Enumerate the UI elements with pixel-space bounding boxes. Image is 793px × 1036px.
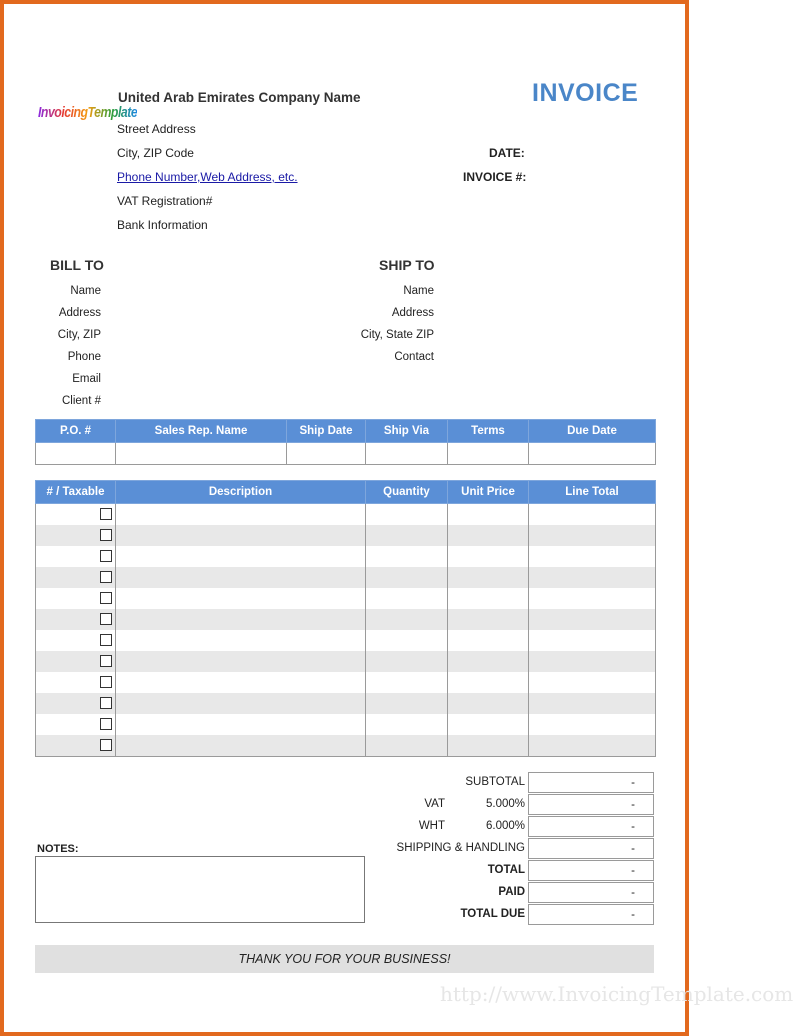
company-street: Street Address [117,122,196,136]
po-number-header: P.O. # [36,420,116,443]
ship-date-cell[interactable] [287,443,366,465]
item-description-cell[interactable] [116,525,366,546]
item-quantity-cell[interactable] [366,525,448,546]
order-info-table [35,419,656,465]
total-value: - [528,860,654,881]
item-quantity-cell[interactable] [366,546,448,567]
item-quantity-cell[interactable] [366,630,448,651]
table-row [36,525,656,546]
total-label: TOTAL [487,864,525,876]
vat-label: VAT [424,798,445,810]
ship-to-city-label: City, State ZIP [360,329,434,341]
shipping-value[interactable]: - [528,838,654,859]
item-description-cell[interactable] [116,672,366,693]
bill-to-address-label: Address [58,307,101,319]
due-date-cell[interactable] [529,443,656,465]
ship-via-header: Ship Via [366,420,448,443]
item-taxable-cell [36,630,116,651]
item-taxable-cell [36,651,116,672]
taxable-checkbox[interactable] [100,697,112,709]
bill-to-client-label: Client # [62,395,101,407]
item-unit-price-cell[interactable] [448,693,529,714]
item-quantity-cell[interactable] [366,693,448,714]
item-taxable-cell [36,588,116,609]
paid-label: PAID [498,886,525,898]
taxable-checkbox[interactable] [100,718,112,730]
item-unit-price-cell[interactable] [448,525,529,546]
item-description-cell[interactable] [116,567,366,588]
ship-date-header: Ship Date [287,420,366,443]
item-description-cell[interactable] [116,504,366,526]
bill-to-email-label: Email [72,373,101,385]
company-city-zip: City, ZIP Code [117,146,194,160]
item-unit-price-cell[interactable] [448,546,529,567]
taxable-checkbox[interactable] [100,508,112,520]
subtotal-label: SUBTOTAL [465,776,525,788]
total-due-value: - [528,904,654,925]
terms-cell[interactable] [448,443,529,465]
company-bank: Bank Information [117,218,208,232]
item-description-cell[interactable] [116,588,366,609]
item-description-cell[interactable] [116,735,366,757]
company-vat-reg: VAT Registration# [117,194,213,208]
item-quantity-cell[interactable] [366,714,448,735]
table-row [36,609,656,630]
quantity-header: Quantity [366,481,448,504]
item-quantity-cell[interactable] [366,504,448,526]
ship-via-cell[interactable] [366,443,448,465]
bill-to-heading: BILL TO [50,257,104,273]
taxable-checkbox[interactable] [100,739,112,751]
item-quantity-cell[interactable] [366,609,448,630]
ship-to-contact-label: Contact [394,351,434,363]
table-row [36,567,656,588]
taxable-checkbox[interactable] [100,550,112,562]
invoice-number-label: INVOICE #: [463,170,527,184]
taxable-checkbox[interactable] [100,634,112,646]
table-row [36,588,656,609]
item-unit-price-cell[interactable] [448,735,529,757]
taxable-checkbox[interactable] [100,613,112,625]
item-taxable-cell [36,693,116,714]
table-row [36,735,656,757]
table-row [36,672,656,693]
due-date-header: Due Date [529,420,656,443]
item-unit-price-cell[interactable] [448,714,529,735]
invoice-title: INVOICE [532,79,639,107]
table-row [36,651,656,672]
company-contact-link[interactable]: Phone Number,Web Address, etc. [117,170,298,184]
ship-to-heading: SHIP TO [379,257,435,273]
table-row [36,693,656,714]
taxable-checkbox[interactable] [100,655,112,667]
items-table [35,480,656,757]
item-taxable-cell [36,672,116,693]
taxable-checkbox[interactable] [100,571,112,583]
item-quantity-cell[interactable] [366,567,448,588]
item-description-cell[interactable] [116,609,366,630]
item-unit-price-cell[interactable] [448,504,529,526]
item-line-total-cell[interactable] [529,651,656,672]
line-total-header: Line Total [529,481,656,504]
item-line-total-cell[interactable] [529,588,656,609]
total-due-label: TOTAL DUE [460,908,525,920]
item-number-taxable-header: # / Taxable [36,481,116,504]
subtotal-value: - [528,772,654,793]
company-name: United Arab Emirates Company Name [118,90,361,105]
ship-to-address-label: Address [391,307,434,319]
item-unit-price-cell[interactable] [448,651,529,672]
taxable-checkbox[interactable] [100,529,112,541]
item-taxable-cell [36,546,116,567]
item-line-total-cell[interactable] [529,504,656,526]
item-quantity-cell[interactable] [366,651,448,672]
watermark: http://www.InvoicingTemplate.com [440,982,793,1006]
taxable-checkbox[interactable] [100,676,112,688]
item-description-cell[interactable] [116,693,366,714]
po-number-cell[interactable] [36,443,116,465]
item-taxable-cell [36,567,116,588]
notes-textarea[interactable] [35,856,365,923]
item-quantity-cell[interactable] [366,735,448,757]
item-line-total-cell[interactable] [529,567,656,588]
item-line-total-cell[interactable] [529,546,656,567]
company-logo: InvoicingTemplate [38,104,138,121]
item-unit-price-cell[interactable] [448,609,529,630]
notes-label: NOTES: [37,843,79,855]
paid-value[interactable]: - [528,882,654,903]
item-description-cell[interactable] [116,714,366,735]
table-row [36,546,656,567]
terms-header: Terms [448,420,529,443]
sales-rep-cell[interactable] [116,443,287,465]
item-unit-price-cell[interactable] [448,672,529,693]
item-line-total-cell[interactable] [529,630,656,651]
vat-rate[interactable]: 5.000% [485,798,525,810]
item-line-total-cell[interactable] [529,609,656,630]
item-rows [36,504,656,757]
table-row [36,714,656,735]
item-description-cell[interactable] [116,630,366,651]
item-quantity-cell[interactable] [366,672,448,693]
wht-label: WHT [418,820,445,832]
item-taxable-cell [36,714,116,735]
table-row [36,630,656,651]
item-unit-price-cell[interactable] [448,630,529,651]
date-label: DATE: [489,146,525,160]
vat-value: - [528,794,654,815]
item-taxable-cell [36,525,116,546]
item-line-total-cell[interactable] [529,525,656,546]
item-taxable-cell [36,735,116,757]
item-description-cell[interactable] [116,651,366,672]
wht-value: - [528,816,654,837]
bill-to-phone-label: Phone [67,351,101,363]
item-line-total-cell[interactable] [529,693,656,714]
shipping-label: SHIPPING & HANDLING [396,842,525,854]
item-taxable-cell [36,609,116,630]
table-row [36,504,656,526]
wht-rate[interactable]: 6.000% [485,820,525,832]
description-header: Description [116,481,366,504]
taxable-checkbox[interactable] [100,592,112,604]
item-line-total-cell[interactable] [529,714,656,735]
unit-price-header: Unit Price [448,481,529,504]
bill-to-name-label: Name [70,285,101,297]
item-taxable-cell [36,504,116,526]
item-unit-price-cell[interactable] [448,567,529,588]
ship-to-name-label: Name [403,285,434,297]
item-line-total-cell[interactable] [529,735,656,757]
sales-rep-header: Sales Rep. Name [116,420,287,443]
thank-you-banner: THANK YOU FOR YOUR BUSINESS! [35,945,654,973]
item-unit-price-cell[interactable] [448,588,529,609]
item-quantity-cell[interactable] [366,588,448,609]
item-line-total-cell[interactable] [529,672,656,693]
bill-to-city-label: City, ZIP [57,329,101,341]
item-description-cell[interactable] [116,546,366,567]
